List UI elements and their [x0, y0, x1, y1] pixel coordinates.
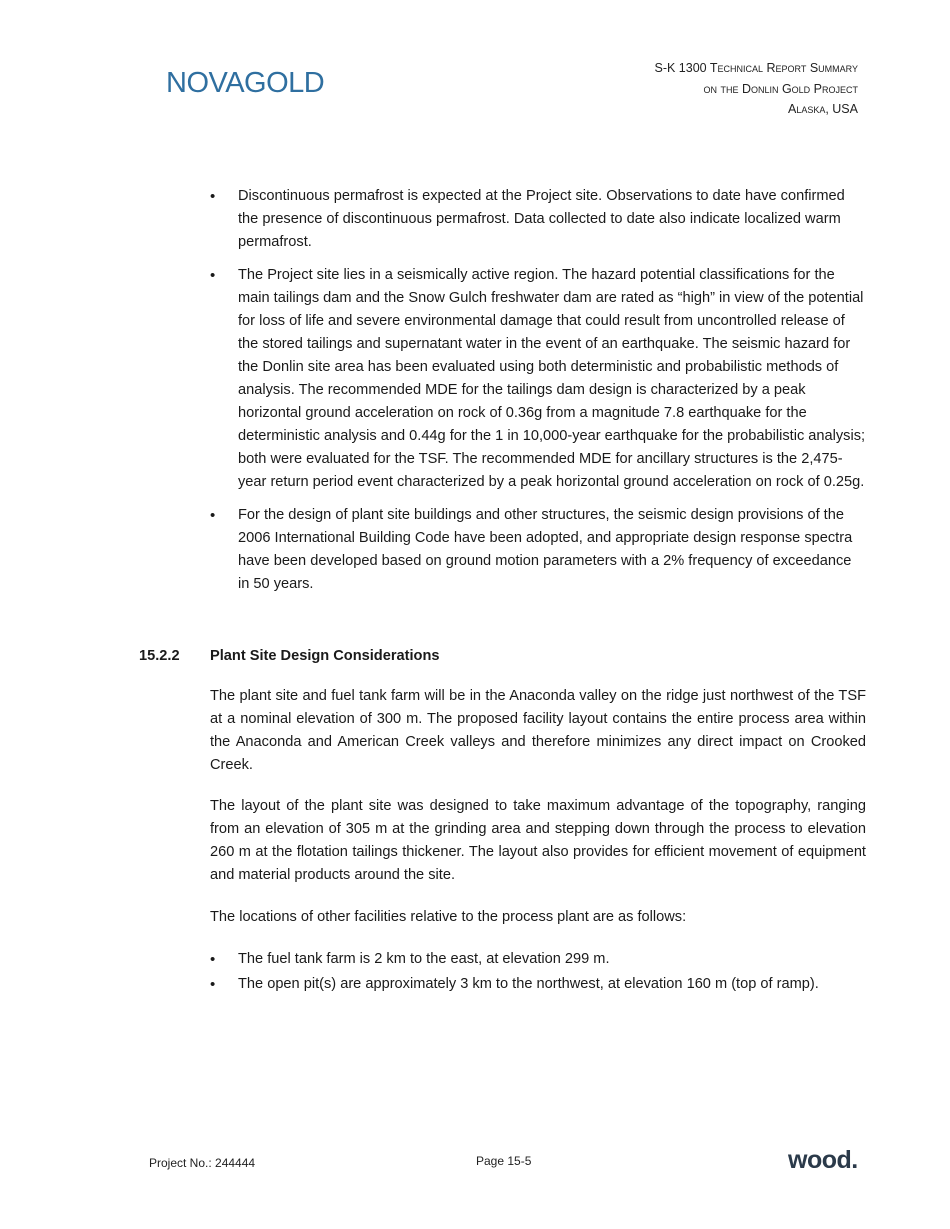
novagold-logo	[166, 62, 346, 102]
report-header-line-2: on the Donlin Gold Project	[703, 81, 858, 96]
bullet-seismic: • The Project site lies in a seismically active region. The hazard potential classifications for the main tailings dam and the Snow Gulch freshwater dam are rated as “high” in view of the potential for loss of life and severe environmental damage that could result from uncontrolled release of the stored tailings and supernatant water in the event of an earthquake. The seismic hazard for the Donlin site area has been evaluated using both deterministic and probabilistic methods of analysis. The recommended MDE for the tailings dam design is characterized by a peak horizontal ground acceleration on rock of 0.36g from a magnitude 7.8 earthquake for the deterministic analysis and 0.44g for the 1 in 10,000-year earthquake for the probabilistic analysis; both were evaluated for the TSF. The recommended MDE for ancillary structures is the 2,475-year return period event characterized by a peak horizontal ground acceleration on rock of 0.25g.	[210, 264, 866, 494]
bullet-permafrost: • Discontinuous permafrost is expected at the Project site. Observations to date have confirmed the presence of discontinuous permafrost. Data collected to date also indicate localized warm permafrost.	[210, 185, 866, 254]
report-header-line-1: S-K 1300 Technical Report Summary	[654, 61, 858, 75]
report-header-line-3: Alaska, USA	[787, 102, 858, 116]
locations-bullet-list	[210, 948, 866, 998]
paragraph-plant-site: The plant site and fuel tank farm will be in the Anaconda valley on the ridge just northwest of the TSF at a nominal elevation of 300 m. The proposed facility layout contains the entire process area within the Anaconda and American Creek valleys and therefore minimizes any direct impact on Crooked Creek.	[210, 688, 866, 773]
wood-logo-text: wood.	[788, 1146, 858, 1174]
paragraph-locations-intro: The locations of other facilities relative to the process plant are as follows:	[210, 909, 687, 925]
section-title: Plant Site Design Considerations	[210, 648, 440, 664]
wood-logo	[788, 1146, 860, 1174]
bullet-fuel-tank-farm: • The fuel tank farm is 2 km to the east, at elevation 299 m.	[210, 948, 866, 971]
novagold-logo-text: NOVAGOLD	[166, 67, 325, 99]
bullet-building-code: • For the design of plant site buildings and other structures, the seismic design provisions of the 2006 International Building Code have been adopted, and appropriate design response spectra have been developed based on ground motion parameters with a 2% frequency of exceedance in 50 years.	[210, 504, 866, 596]
page-number: Page 15-5	[476, 1154, 532, 1168]
bullet-open-pit: • The open pit(s) are approximately 3 km to the northwest, at elevation 160 m (top of ramp).	[210, 973, 866, 996]
project-number: Project No.: 244444	[149, 1156, 256, 1170]
paragraph-layout: The layout of the plant site was designed to take maximum advantage of the topography, ranging from an elevation of 305 m at the grinding area and stepping down through the process to elevation 260 m at the flotation tailings thickener. The layout also provides for efficient movement of equipment and material products around the site.	[210, 798, 866, 883]
section-heading	[139, 646, 440, 666]
report-header	[655, 58, 859, 120]
section-number: 15.2.2	[139, 648, 180, 664]
hazard-bullet-list	[210, 185, 866, 606]
